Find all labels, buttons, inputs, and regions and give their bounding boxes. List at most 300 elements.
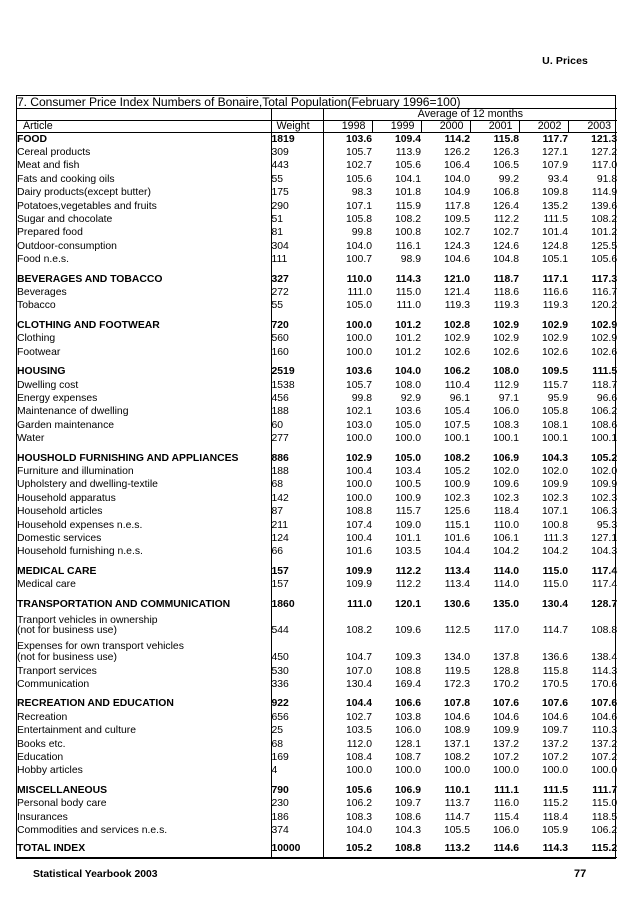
row-value-2002: 127.1 <box>541 147 568 158</box>
row-value-1998: 103.6 <box>323 132 372 146</box>
row-value-1998: 102.7 <box>323 160 372 173</box>
row-article-label: Footwear <box>17 346 61 358</box>
row-value-2003: 108.6 <box>591 419 618 431</box>
row-value-2001: 170.2 <box>492 679 519 691</box>
column-header-year-2003: 2003 <box>568 120 617 132</box>
row-value-1998: 107.0 <box>323 665 372 678</box>
row-value-2003: 96.6 <box>596 392 618 404</box>
row-value-1999: 109.4 <box>394 133 421 145</box>
row-value-2001: 115.8 <box>493 133 519 145</box>
row-value-1999: 92.9 <box>400 392 421 404</box>
row-value-2000: 113.4 <box>444 579 470 591</box>
row-value-2002: 102.0 <box>541 465 568 477</box>
row-weight-value: 142 <box>271 492 323 505</box>
table-row <box>17 653 617 665</box>
row-value-2000: 113.4 <box>444 565 470 577</box>
row-value-2001: 106.8 <box>492 187 519 199</box>
row-value-2000 <box>421 612 470 626</box>
row-value-2001: 100.1 <box>492 433 519 445</box>
row-weight-value: 1538 <box>271 379 323 392</box>
row-article-label: Household expenses n.e.s. <box>17 519 143 531</box>
row-value-1998: 104.0 <box>323 240 372 253</box>
row-value-2001: 135.0 <box>492 598 519 610</box>
row-value-2003: 138.4 <box>591 651 618 663</box>
row-value-1999: 106.9 <box>394 784 421 796</box>
row-value-2003: 137.2 <box>591 738 618 750</box>
row-value-2000: 110.1 <box>444 784 470 796</box>
row-value-2002: 111.3 <box>543 532 568 544</box>
row-weight-value: 230 <box>271 798 323 811</box>
table-row <box>17 638 617 652</box>
row-value-2001: 137.8 <box>492 651 519 663</box>
row-value-2002: 93.4 <box>547 173 568 185</box>
row-value-2002: 105.8 <box>541 406 568 418</box>
row-value-1999: 109.7 <box>394 798 421 810</box>
row-value-2001: 109.9 <box>492 725 519 737</box>
row-value-1998: 102.9 <box>323 446 372 465</box>
row-value-1998: 105.0 <box>323 300 372 313</box>
row-weight-value: 1819 <box>271 132 323 146</box>
row-weight-value: 66 <box>271 546 323 559</box>
row-value-1998: 104.7 <box>323 653 372 665</box>
cpi-table-body <box>17 96 617 857</box>
table-row <box>17 333 617 346</box>
table-title-row <box>17 96 617 109</box>
table-row <box>17 433 617 446</box>
row-value-1998: 109.9 <box>323 579 372 592</box>
row-weight-value: 169 <box>271 752 323 765</box>
row-value-2000: 104.6 <box>443 711 470 723</box>
row-value-2001: 107.2 <box>492 752 519 764</box>
row-value-2003: 110.3 <box>591 725 618 737</box>
row-value-1998: 100.0 <box>323 333 372 346</box>
table-row <box>17 825 617 840</box>
row-value-2002: 104.2 <box>541 546 568 558</box>
row-value-1999: 100.8 <box>394 227 421 239</box>
row-value-2003: 105.6 <box>591 254 618 266</box>
row-article-label: Household apparatus <box>17 492 116 504</box>
row-weight-value: 790 <box>271 778 323 797</box>
row-article-label: Maintenance of dwelling <box>17 406 129 418</box>
table-row <box>17 419 617 432</box>
row-value-2000: 102.8 <box>443 319 470 331</box>
row-article-label: Entertainment and culture <box>17 725 136 737</box>
row-value-2002: 102.3 <box>541 492 568 504</box>
row-value-2002: 102.6 <box>541 346 568 358</box>
table-row <box>17 200 617 213</box>
row-value-2003 <box>568 638 617 652</box>
row-article-label: Dairy products(except butter) <box>17 187 151 199</box>
row-value-1998: 100.0 <box>323 479 372 492</box>
row-value-2000: 96.1 <box>449 392 470 404</box>
row-article-label: Books etc. <box>17 738 66 750</box>
row-value-1998: 130.4 <box>323 679 372 692</box>
row-article-label: BEVERAGES AND TOBACCO <box>17 273 163 285</box>
row-value-2000: 112.5 <box>444 624 470 636</box>
row-value-2003: 116.7 <box>591 287 618 299</box>
row-value-2002: 124.8 <box>541 240 568 252</box>
row-weight-value: 456 <box>271 392 323 405</box>
table-group-row <box>17 313 617 332</box>
row-value-2002: 135.2 <box>541 200 568 212</box>
row-value-1999: 115.7 <box>395 506 421 518</box>
row-weight-value: 2519 <box>271 360 323 379</box>
row-value-2000: 107.8 <box>443 698 470 710</box>
row-value-1999: 109.0 <box>394 519 421 531</box>
row-value-1998: 103.0 <box>323 419 372 432</box>
row-weight-value: 188 <box>271 465 323 478</box>
row-article-label: CLOTHING AND FOOTWEAR <box>17 319 160 331</box>
column-header-year-1998: 1998 <box>323 120 372 132</box>
row-value-1998: 103.6 <box>323 360 372 379</box>
row-value-2000 <box>421 638 470 652</box>
row-value-1999: 101.2 <box>394 319 421 331</box>
row-value-2003: 120.2 <box>591 300 618 312</box>
table-row <box>17 479 617 492</box>
row-weight-value: 304 <box>271 240 323 253</box>
row-value-2000: 119.3 <box>444 300 470 312</box>
row-value-2000: 108.2 <box>443 452 470 464</box>
row-article-label: Tranport services <box>17 665 97 677</box>
row-value-1998 <box>323 638 372 652</box>
header-spacer-weight <box>271 109 323 121</box>
row-value-2003: 139.6 <box>591 200 618 212</box>
row-value-2003: 104.6 <box>591 711 618 723</box>
row-value-2002: 114.7 <box>542 624 568 636</box>
row-article-label: Water <box>17 433 45 445</box>
row-value-2002: 107.9 <box>541 160 568 172</box>
row-value-2003: 102.3 <box>591 492 618 504</box>
row-article-label: (not for business use) <box>17 624 117 636</box>
row-value-2001: 97.1 <box>498 392 519 404</box>
row-article-label: Potatoes,vegetables and fruits <box>17 200 157 212</box>
row-article-label: Cereal products <box>17 147 91 158</box>
row-value-2001: 108.3 <box>492 419 519 431</box>
row-value-2002 <box>519 612 568 626</box>
row-weight-value: 656 <box>271 711 323 724</box>
row-value-2001: 106.0 <box>492 825 519 837</box>
row-value-2000: 117.8 <box>444 200 470 212</box>
row-article-label: HOUSING <box>17 366 66 378</box>
row-value-2003: 111.5 <box>592 366 618 378</box>
row-value-2001: 111.1 <box>494 784 519 796</box>
row-value-2003: 115.0 <box>591 798 618 810</box>
row-weight-value: 922 <box>271 692 323 711</box>
row-value-2001: 119.3 <box>493 300 519 312</box>
row-value-2000: 125.6 <box>443 506 470 518</box>
column-header-weight: Weight <box>271 120 323 132</box>
row-value-2003: 117.4 <box>591 565 618 577</box>
row-value-2002: 102.9 <box>541 333 568 345</box>
row-value-1998: 108.4 <box>323 752 372 765</box>
row-value-2003: 117.3 <box>591 273 618 285</box>
row-weight-value: 327 <box>271 267 323 286</box>
row-value-2001: 102.9 <box>492 333 519 345</box>
row-article-label: Outdoor-consumption <box>17 240 117 252</box>
row-value-1998: 111.0 <box>323 287 372 300</box>
row-weight-value: 111 <box>271 254 323 267</box>
row-article-label: Upholstery and dwelling-textile <box>17 479 158 491</box>
row-value-2001: 114.6 <box>470 840 519 858</box>
row-weight-value: 188 <box>271 406 323 419</box>
row-value-2002: 118.4 <box>542 811 568 823</box>
row-value-1999: 115.9 <box>395 200 421 212</box>
row-article-label: Recreation <box>17 711 68 723</box>
row-value-2001: 118.7 <box>493 273 519 285</box>
row-value-2000: 100.1 <box>443 433 470 445</box>
row-value-1998: 100.0 <box>323 765 372 778</box>
row-value-2003: 121.3 <box>591 133 618 145</box>
row-value-2002: 115.0 <box>542 565 568 577</box>
column-header-article: Article <box>17 120 271 132</box>
row-value-2001: 106.5 <box>492 160 519 172</box>
row-value-2002: 111.5 <box>543 214 568 226</box>
row-value-1999: 120.1 <box>394 598 421 610</box>
row-value-2000: 108.9 <box>443 725 470 737</box>
row-value-2000: 105.2 <box>443 465 470 477</box>
row-value-1999: 98.9 <box>400 254 421 266</box>
row-weight-value: 51 <box>271 214 323 227</box>
row-value-1999: 108.8 <box>372 840 421 858</box>
row-value-2001: 99.2 <box>498 173 519 185</box>
table-row <box>17 506 617 519</box>
table-group-row <box>17 446 617 465</box>
row-value-1999: 108.7 <box>394 752 421 764</box>
row-value-2001 <box>470 638 519 652</box>
row-value-2001: 114.0 <box>493 579 519 591</box>
row-article-label: Insurances <box>17 811 68 823</box>
row-value-2002: 114.3 <box>519 840 568 858</box>
row-value-2001: 102.6 <box>492 346 519 358</box>
row-value-1999: 108.0 <box>394 379 421 391</box>
row-value-2000: 100.0 <box>443 765 470 777</box>
row-value-2001: 124.6 <box>492 240 519 252</box>
row-value-1999: 108.2 <box>394 214 421 226</box>
row-value-2003: 108.2 <box>591 214 618 226</box>
row-value-1999: 100.0 <box>394 433 421 445</box>
row-article-label: Garden maintenance <box>17 419 115 431</box>
row-value-1999: 106.6 <box>394 698 421 710</box>
row-value-2002: 111.5 <box>543 784 568 796</box>
row-value-1998: 102.1 <box>323 406 372 419</box>
row-value-2002: 105.9 <box>541 825 568 837</box>
table-row <box>17 406 617 419</box>
row-value-2003: 101.2 <box>591 227 618 239</box>
row-article-label: Communication <box>17 679 90 691</box>
row-weight-value: 55 <box>271 300 323 313</box>
row-value-1998: 111.0 <box>323 592 372 611</box>
row-value-2000: 102.6 <box>443 346 470 358</box>
row-weight-value: 157 <box>271 559 323 578</box>
table-group-row <box>17 360 617 379</box>
row-value-2002: 117.7 <box>542 133 568 145</box>
row-value-1998: 98.3 <box>323 187 372 200</box>
row-value-1998: 108.3 <box>323 811 372 824</box>
row-value-2002 <box>519 638 568 652</box>
row-value-2002: 115.0 <box>542 579 568 591</box>
row-value-2000: 134.0 <box>443 651 470 663</box>
row-value-2002: 115.2 <box>542 798 568 810</box>
row-value-1998: 104.4 <box>323 692 372 711</box>
table-total-row <box>17 840 617 858</box>
row-value-2003: 106.2 <box>591 406 618 418</box>
row-weight-value: 530 <box>271 665 323 678</box>
row-weight-value <box>271 638 323 652</box>
row-value-2001: 102.3 <box>492 492 519 504</box>
row-value-2002: 109.8 <box>541 187 568 199</box>
table-group-row <box>17 778 617 797</box>
row-value-2001 <box>470 612 519 626</box>
row-article-label: Commodities and services n.e.s. <box>17 825 168 837</box>
row-value-2002: 107.2 <box>541 752 568 764</box>
row-value-2000: 109.5 <box>443 214 470 226</box>
row-value-2003: 109.9 <box>591 479 618 491</box>
row-value-1998: 100.0 <box>323 433 372 446</box>
row-value-1999: 109.6 <box>394 624 421 636</box>
row-weight-value: 886 <box>271 446 323 465</box>
row-value-2001: 112.9 <box>493 379 519 391</box>
row-value-2002: 100.0 <box>541 765 568 777</box>
row-value-2002: 115.7 <box>542 379 568 391</box>
row-value-1999: 103.4 <box>394 465 421 477</box>
row-weight-value <box>271 612 323 626</box>
row-article-label: Meat and fish <box>17 160 80 172</box>
row-weight-value: 124 <box>271 532 323 545</box>
row-weight-value: 720 <box>271 313 323 332</box>
row-value-2003 <box>568 612 617 626</box>
row-value-2003: 102.6 <box>591 346 618 358</box>
row-value-2001: 108.0 <box>492 366 519 378</box>
row-value-1999: 105.0 <box>394 419 421 431</box>
row-article-label: Food n.e.s. <box>17 254 69 266</box>
row-value-1998: 105.8 <box>323 214 372 227</box>
row-value-2003: 102.9 <box>591 333 618 345</box>
row-value-1999: 114.3 <box>395 273 421 285</box>
row-value-2003: 127.1 <box>591 532 618 544</box>
row-value-2001: 110.0 <box>493 519 519 531</box>
row-value-1998: 105.2 <box>323 840 372 858</box>
row-value-2003: 111.7 <box>592 784 618 796</box>
row-article-label: MEDICAL CARE <box>17 565 97 577</box>
row-value-1999: 105.0 <box>394 452 421 464</box>
row-weight-value: 277 <box>271 433 323 446</box>
row-value-2003: 170.6 <box>591 679 618 691</box>
row-value-1998: 101.6 <box>323 546 372 559</box>
row-article-label: Education <box>17 752 64 764</box>
row-value-2002: 109.7 <box>541 725 568 737</box>
row-value-2000: 113.7 <box>444 798 470 810</box>
row-value-2003: 115.2 <box>568 840 617 858</box>
column-header-year-1999: 1999 <box>372 120 421 132</box>
row-value-2001: 104.8 <box>492 254 519 266</box>
row-value-2001: 102.9 <box>492 319 519 331</box>
row-article-label: Prepared food <box>17 227 83 239</box>
row-value-1998: 105.7 <box>323 147 372 160</box>
row-value-2003: 91.8 <box>596 173 618 185</box>
row-value-2002: 108.1 <box>541 419 568 431</box>
table-group-row <box>17 267 617 286</box>
row-weight-value: 186 <box>271 811 323 824</box>
header-spacer-article <box>17 109 271 121</box>
row-value-1998: 107.1 <box>323 200 372 213</box>
table-row <box>17 287 617 300</box>
row-value-2000: 121.0 <box>443 273 470 285</box>
row-value-2000: 104.4 <box>443 546 470 558</box>
row-value-2000: 114.7 <box>444 811 470 823</box>
row-value-2003: 107.2 <box>591 752 618 764</box>
row-value-1998: 100.0 <box>323 492 372 505</box>
row-value-1999: 112.2 <box>395 565 421 577</box>
row-weight-value: 60 <box>271 419 323 432</box>
row-value-2001: 115.4 <box>493 811 519 823</box>
table-group-row <box>17 132 617 146</box>
row-value-1999: 169.4 <box>394 679 421 691</box>
row-value-2003: 118.5 <box>591 811 618 823</box>
row-weight-value: 272 <box>271 287 323 300</box>
row-value-1998: 99.8 <box>323 392 372 405</box>
row-value-2002: 115.8 <box>542 665 568 677</box>
row-value-2000: 104.0 <box>443 173 470 185</box>
row-value-2002: 116.6 <box>542 287 568 299</box>
table-row <box>17 227 617 240</box>
row-value-2003: 125.5 <box>591 240 618 252</box>
table-row <box>17 240 617 253</box>
row-weight-value: 68 <box>271 738 323 751</box>
row-weight-value: 87 <box>271 506 323 519</box>
row-article-label: FOOD <box>17 133 48 145</box>
row-value-2001: 126.4 <box>492 200 519 212</box>
row-value-1999: 128.1 <box>394 738 421 750</box>
row-value-2002: 109.9 <box>541 479 568 491</box>
row-value-2001: 114.0 <box>493 565 519 577</box>
row-article-label: Domestic services <box>17 532 102 544</box>
cpi-table <box>17 96 617 858</box>
row-value-2001: 116.0 <box>493 798 519 810</box>
table-row <box>17 738 617 751</box>
row-article-label: HOUSHOLD FURNISHING AND APPLIANCES <box>17 452 239 464</box>
row-value-2001: 109.6 <box>492 479 519 491</box>
table-group-row <box>17 592 617 611</box>
row-value-1999: 106.0 <box>394 725 421 737</box>
row-value-2003: 128.7 <box>591 598 618 610</box>
row-value-1999: 104.0 <box>394 366 421 378</box>
row-value-1999: 109.3 <box>394 651 421 663</box>
row-value-2001: 118.6 <box>493 287 519 299</box>
row-weight-value: 374 <box>271 825 323 840</box>
row-value-2002: 130.4 <box>541 598 568 610</box>
row-value-2001: 118.4 <box>493 506 519 518</box>
row-value-1999: 108.6 <box>394 811 421 823</box>
row-value-2000: 121.4 <box>443 287 470 299</box>
row-value-1998: 109.9 <box>323 559 372 578</box>
row-value-2001: 102.7 <box>492 227 519 239</box>
row-weight-value: 290 <box>271 200 323 213</box>
row-value-1998: 108.2 <box>323 626 372 638</box>
row-value-2000: 115.1 <box>444 519 470 531</box>
row-weight-value: 55 <box>271 173 323 186</box>
table-group-row <box>17 559 617 578</box>
row-value-2000: 110.4 <box>444 379 470 391</box>
row-value-2002: 104.3 <box>541 452 568 464</box>
row-value-1998: 106.2 <box>323 798 372 811</box>
row-value-2000: 102.3 <box>443 492 470 504</box>
row-value-2001: 106.0 <box>492 406 519 418</box>
footer-page-number: 77 <box>574 868 587 880</box>
row-value-2003: 102.9 <box>591 319 618 331</box>
header-average-span: Average of 12 months <box>323 109 617 121</box>
row-value-2003: 102.0 <box>591 465 618 477</box>
table-row <box>17 725 617 738</box>
